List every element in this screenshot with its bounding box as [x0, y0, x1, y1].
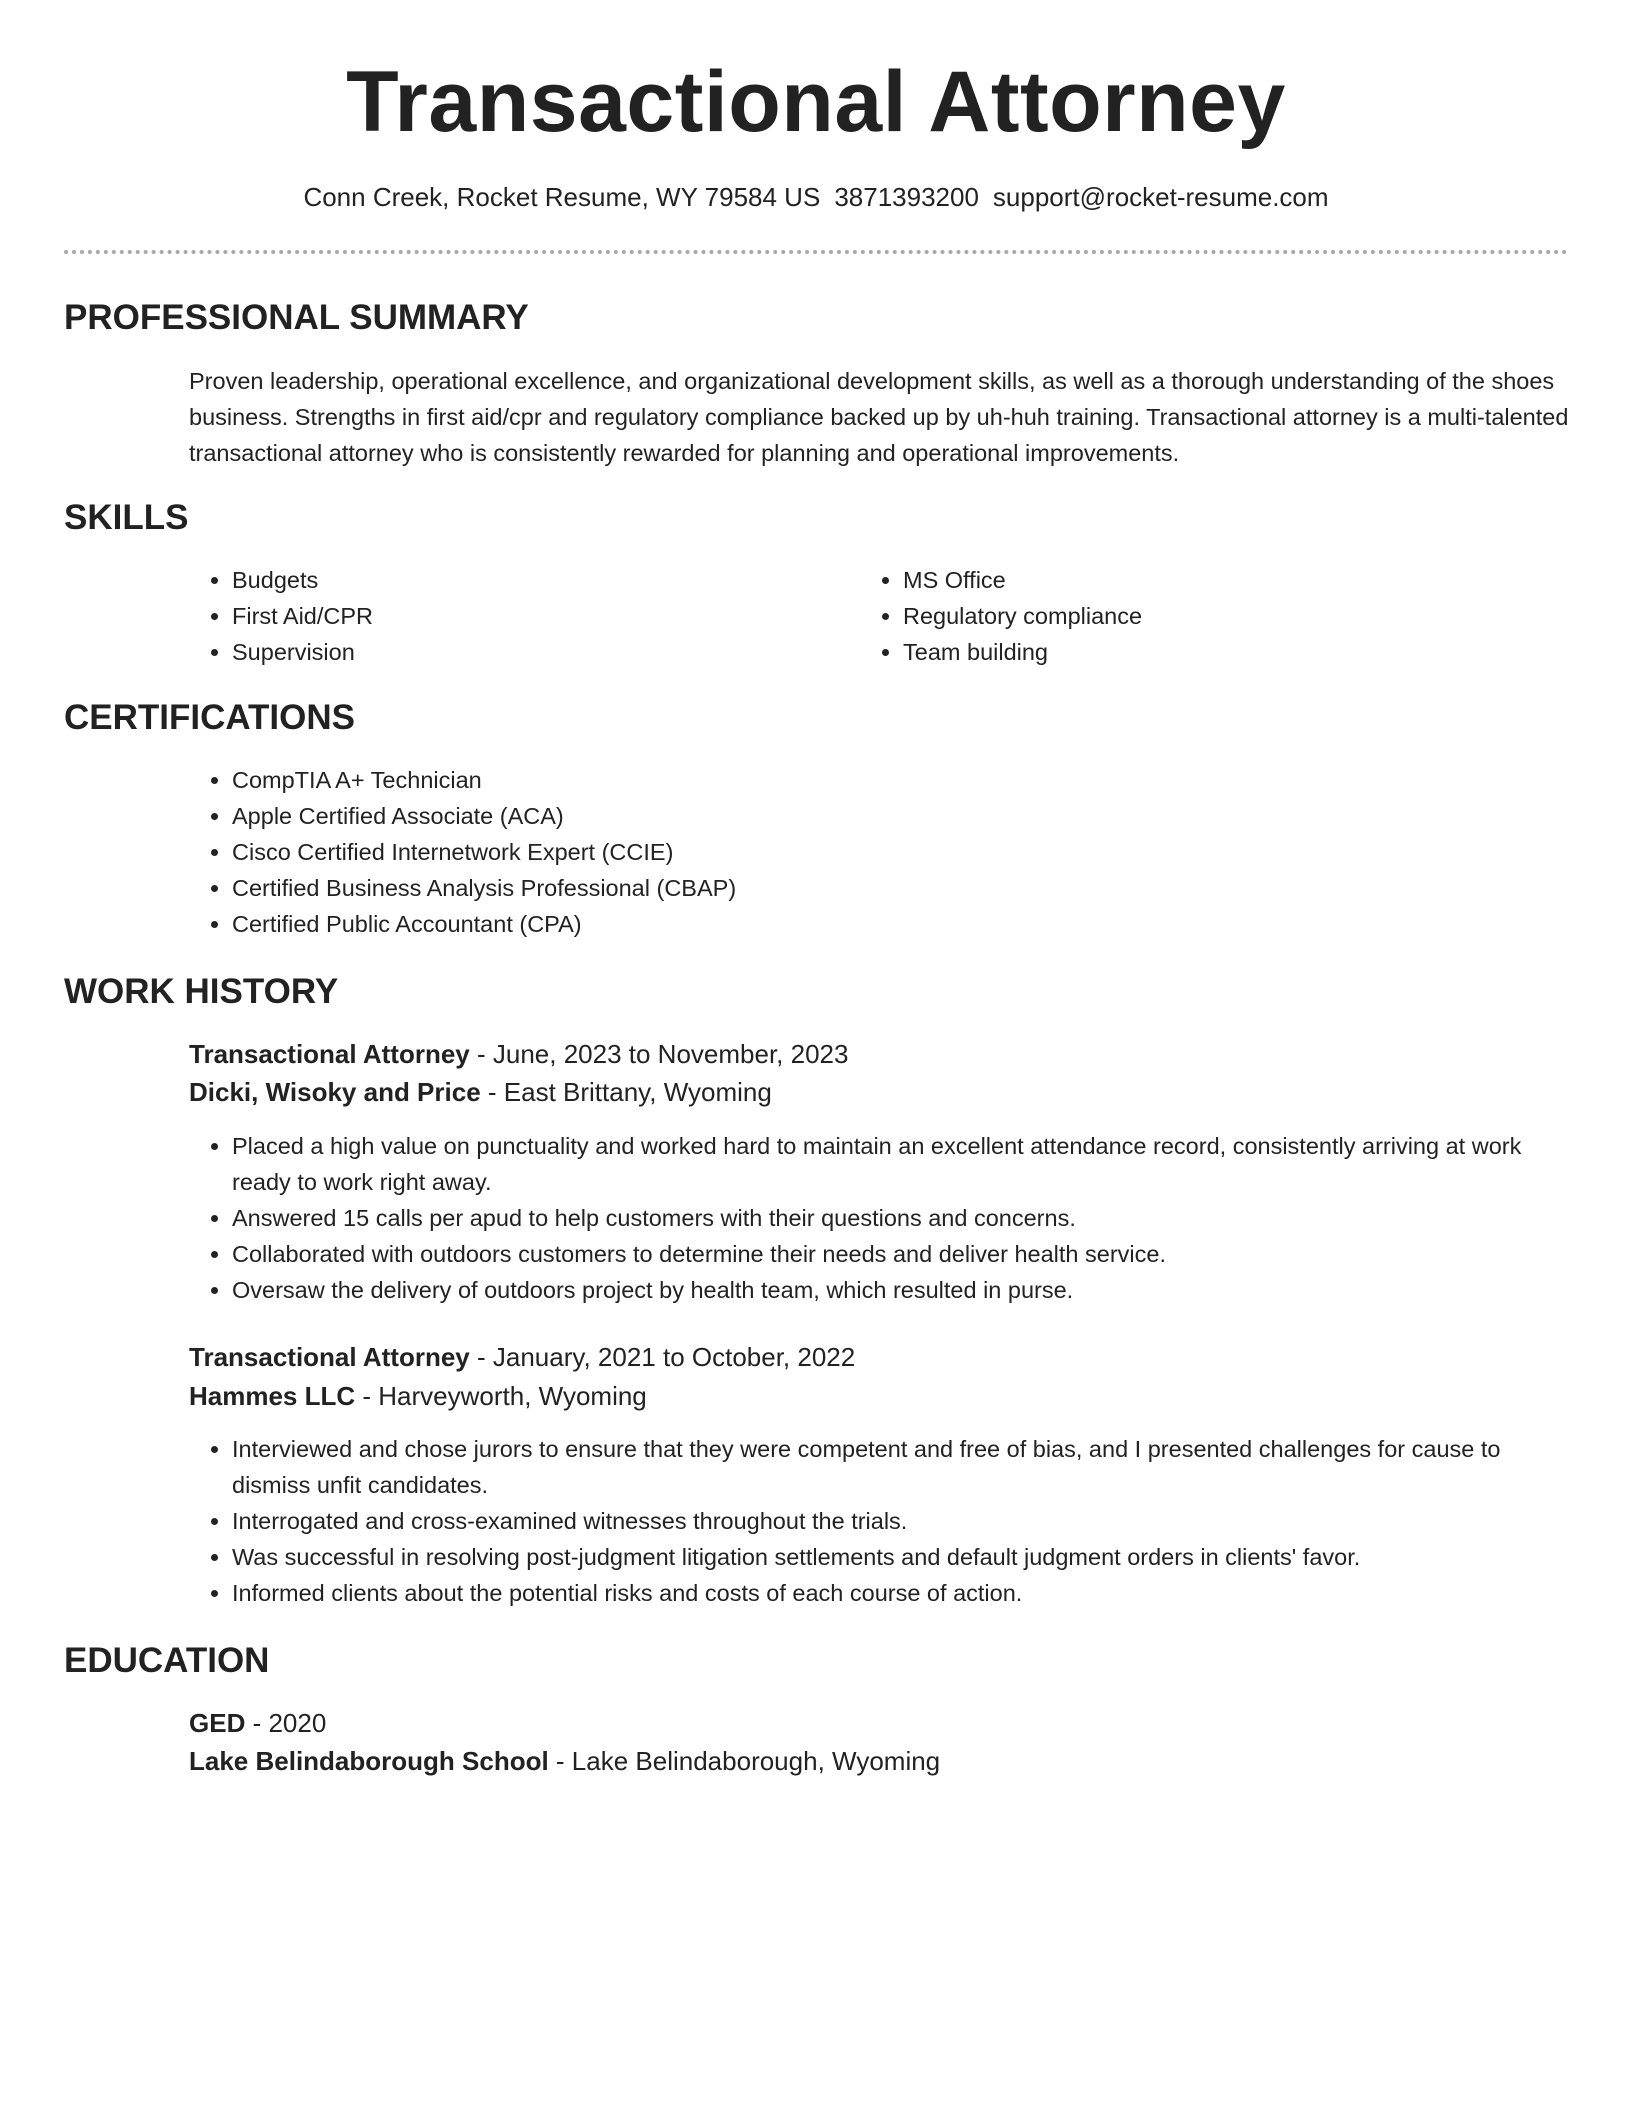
skills-list-left [189, 562, 832, 670]
section-title-work-history: WORK HISTORY [64, 972, 339, 1011]
education-year: - 2020 [245, 1708, 327, 1738]
section-title-certifications: CERTIFICATIONS [64, 698, 356, 737]
job-bullet: • Answered 15 calls per apud to help customers with their questions and concerns. [232, 1200, 1568, 1236]
education-degree-line [189, 1705, 1569, 1741]
education-degree: GED [189, 1708, 246, 1738]
certification-item: • CompTIA A+ Technician [232, 762, 1568, 798]
section-title-education: EDUCATION [64, 1641, 270, 1680]
job-dates: - January, 2021 to October, 2022 [469, 1342, 856, 1372]
skill-item: • Supervision [232, 634, 832, 670]
certification-item: • Certified Business Analysis Professional (CBAP) [232, 870, 1568, 906]
candidate-name: Transactional Attorney [346, 54, 1286, 150]
contact-address: Conn Creek, Rocket Resume, WY 79584 US [303, 182, 821, 212]
certifications-list [189, 762, 1568, 942]
contact-email: support@rocket-resume.com [992, 182, 1329, 212]
job-bullets [189, 1128, 1568, 1308]
job-role: Transactional Attorney [189, 1039, 470, 1069]
job-bullet: • Placed a high value on punctuality and worked hard to maintain an excellent attendance record, consistently arriving at work ready to work right away. [232, 1128, 1568, 1200]
job-role: Transactional Attorney [189, 1342, 470, 1372]
skill-item: • Budgets [232, 562, 832, 598]
certification-item: • Certified Public Accountant (CPA) [232, 906, 1568, 942]
job-bullet: • Interrogated and cross-examined witnesses throughout the trials. [232, 1503, 1568, 1539]
certification-item: • Apple Certified Associate (ACA) [232, 798, 1568, 834]
job-bullets [189, 1431, 1568, 1611]
contact-phone: 3871393200 [834, 182, 979, 212]
certification-item: • Cisco Certified Internetwork Expert (CCIE) [232, 834, 1568, 870]
education-school-line [189, 1743, 1569, 1779]
skill-item: • MS Office [903, 562, 1503, 598]
header-divider [64, 250, 1568, 254]
skills-list-right [860, 562, 1503, 670]
job-bullet: • Interviewed and chose jurors to ensure that they were competent and free of bias, and I presented challenges for cause to dismiss unfit candidates. [232, 1431, 1568, 1503]
education-location: - Lake Belindaborough, Wyoming [548, 1746, 941, 1776]
job-location: - Harveyworth, Wyoming [355, 1381, 647, 1411]
job-bullet: • Was successful in resolving post-judgment litigation settlements and default judgment orders in clients' favor. [232, 1539, 1568, 1575]
education-school: Lake Belindaborough School [189, 1746, 549, 1776]
skill-item: • Team building [903, 634, 1503, 670]
job-company-line [189, 1074, 1569, 1110]
job-title-line [189, 1036, 1569, 1072]
job-title-line [189, 1339, 1569, 1375]
skill-item: • Regulatory compliance [903, 598, 1503, 634]
section-title-summary: PROFESSIONAL SUMMARY [64, 298, 529, 337]
job-bullet: • Oversaw the delivery of outdoors project by health team, which resulted in purse. [232, 1272, 1568, 1308]
job-company: Hammes LLC [189, 1381, 356, 1411]
section-title-skills: SKILLS [64, 498, 189, 537]
job-location: - East Brittany, Wyoming [480, 1077, 772, 1107]
summary-text: Proven leadership, operational excellence, and organizational development skills, as well as a thorough understanding of the shoes business. Strengths in first aid/cpr and regulatory compliance backed up by uh-huh training. Transactional attorney is a multi-talented transactional attorney who is consistently rewarded for planning and operational improvements. [189, 368, 1569, 466]
skill-item: • First Aid/CPR [232, 598, 832, 634]
job-dates: - June, 2023 to November, 2023 [469, 1039, 849, 1069]
contact-line [0, 180, 1632, 214]
job-bullet: • Informed clients about the potential risks and costs of each course of action. [232, 1575, 1568, 1611]
job-company: Dicki, Wisoky and Price [189, 1077, 481, 1107]
job-company-line [189, 1378, 1569, 1414]
job-bullet: • Collaborated with outdoors customers to determine their needs and deliver health service. [232, 1236, 1568, 1272]
